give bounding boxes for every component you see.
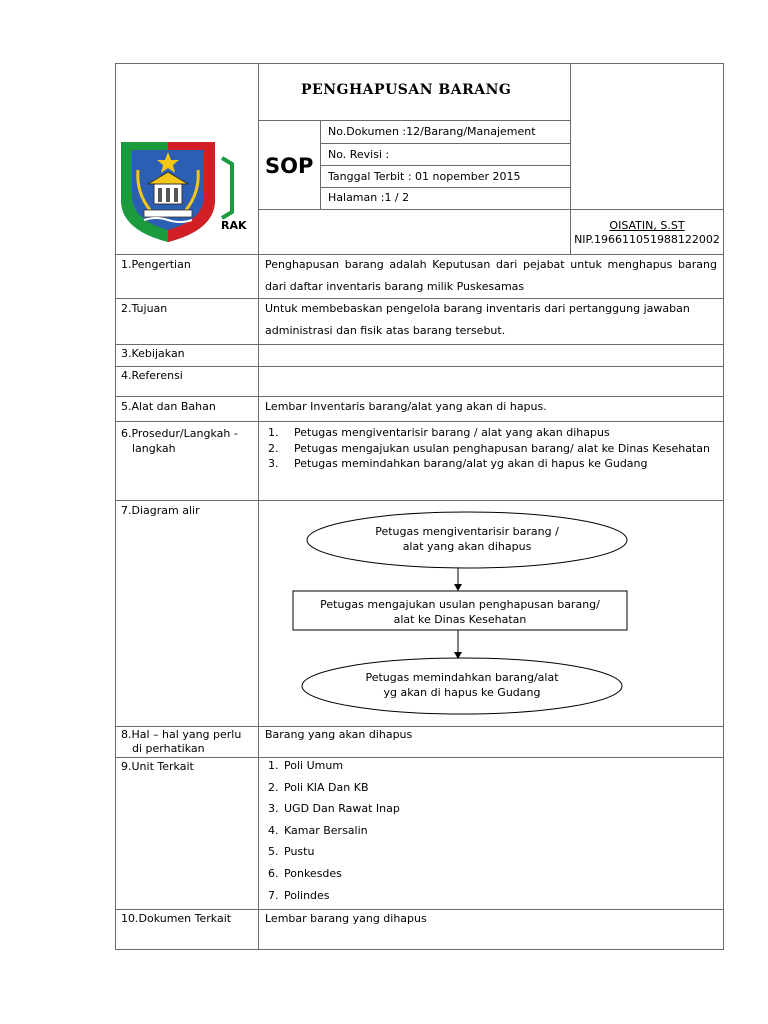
flow-arrowhead-2 (454, 652, 462, 659)
list-item: 1. Petugas mengiventarisir barang / alat yang akan dihapus (268, 426, 610, 439)
tanggal-terbit: Tanggal Terbit : 01 nopember 2015 (328, 170, 521, 183)
flow-node-1: Petugas mengiventarisir barang / alat yang akan dihapus (375, 525, 559, 553)
page-title: PENGHAPUSAN BARANG (301, 82, 512, 98)
label-kebijakan: 3.Kebijakan (121, 347, 185, 360)
label-referensi: 4.Referensi (121, 369, 183, 382)
label-pengertian: 1.Pengertian (121, 258, 191, 271)
text-pengertian: Penghapusan barang adalah Keputusan dari pejabat untuk menghapus barang dari daftar inventaris barang milik Puskesamas (265, 258, 717, 293)
label-prosedur: 6.Prosedur/Langkah - (121, 427, 238, 440)
list-item: 5. Pustu (268, 845, 315, 859)
label-alat: 5.Alat dan Bahan (121, 400, 216, 413)
list-item: 4. Kamar Bersalin (268, 823, 368, 837)
procedure-steps (268, 425, 718, 472)
label-hal-2: di perhatikan (132, 742, 205, 755)
no-dokumen: No.Dokumen :12/Barang/Manajement (328, 125, 536, 138)
label-prosedur-2: langkah (132, 442, 176, 455)
list-item: 7. Polindes (268, 888, 330, 902)
no-revisi: No. Revisi : (328, 148, 390, 161)
list-item: 2. Petugas mengajukan usulan penghapusan barang/ alat ke Dinas Kesehatan (268, 441, 710, 455)
label-hal: 8.Hal – hal yang perlu (121, 728, 242, 741)
list-item: 3. Petugas memindahkan barang/alat yg akan di hapus ke Gudang (268, 457, 648, 470)
list-item: 2. Poli KIA Dan KB (268, 780, 369, 794)
text-dokumen: Lembar barang yang dihapus (265, 912, 427, 925)
text-tujuan: Untuk membebaskan pengelola barang inventaris dari pertanggung jawaban administrasi dan fisik atas barang tersebut. (265, 302, 690, 337)
label-dokumen: 10.Dokumen Terkait (121, 912, 232, 925)
flow-arrowhead-1 (454, 584, 462, 591)
list-item: 1. Poli Umum (268, 759, 344, 772)
halaman: Halaman :1 / 2 (328, 191, 410, 204)
text-alat: Lembar Inventaris barang/alat yang akan di hapus. (265, 400, 547, 413)
label-tujuan: 2.Tujuan (121, 302, 168, 315)
label-unit: 9.Unit Terkait (121, 760, 194, 773)
signer-name: OISATIN, S.ST (609, 219, 685, 232)
unit-list (268, 755, 708, 906)
logo-fragment-text: RAK (221, 219, 247, 232)
sop-label: SOP (265, 154, 314, 178)
list-item: 6. Ponkesdes (268, 866, 342, 880)
flow-node-2: Petugas mengajukan usulan penghapusan barang/ alat ke Dinas Kesehatan (320, 598, 600, 626)
signer-nip: NIP.196611051988122002 (574, 233, 720, 246)
list-item: 3. UGD Dan Rawat Inap (268, 802, 400, 816)
flow-node-3: Petugas memindahkan barang/alat yg akan di hapus ke Gudang (365, 671, 559, 699)
label-diagram: 7.Diagram alir (121, 504, 200, 517)
text-hal: Barang yang akan dihapus (265, 728, 413, 741)
